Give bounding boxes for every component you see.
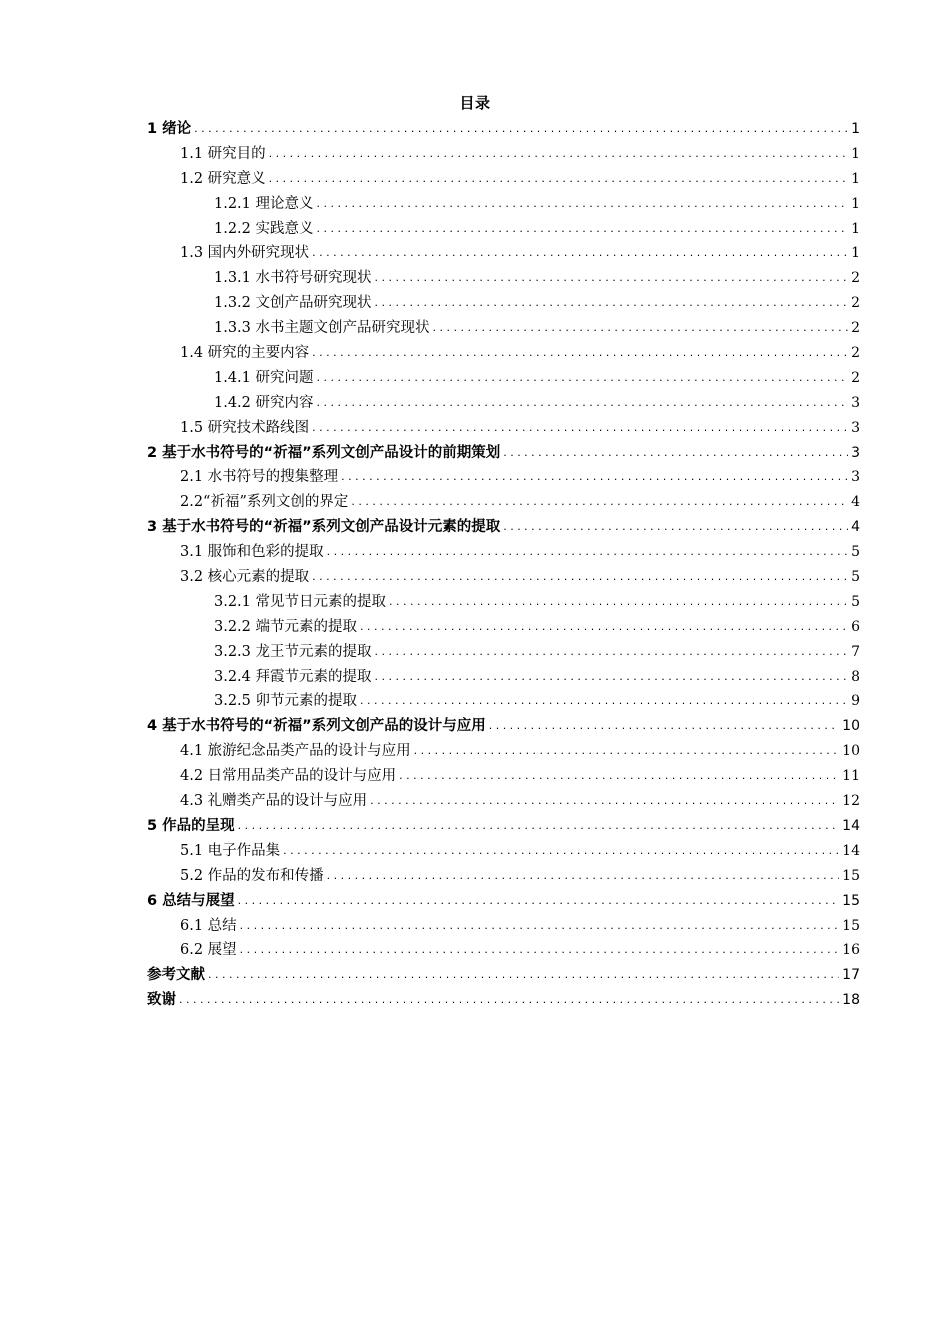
toc-entry-page-number: 10 [842,743,860,760]
toc-entry-label: 1.3.1 水书符号研究现状 [214,270,372,287]
toc-entry[interactable] [147,167,860,192]
toc-entry[interactable] [147,540,860,565]
toc-entry[interactable] [147,814,860,839]
toc-entry[interactable] [147,640,860,665]
toc-entry[interactable] [147,689,860,714]
toc-dot-leader [317,217,849,242]
toc-entry-label: 1.5 研究技术路线图 [180,419,310,436]
toc-entry-page-number: 16 [842,942,860,959]
toc-entry-page-number: 1 [851,121,860,137]
toc-entry-label: 2.1 水书符号的搜集整理 [180,469,339,486]
toc-entry[interactable] [147,988,860,1013]
toc-entry-label: 1 绪论 [147,121,192,137]
toc-entry-page-number: 14 [842,817,860,834]
toc-entry-page-number: 3 [851,419,860,436]
toc-dot-leader [179,988,839,1013]
toc-entry[interactable] [147,241,860,266]
toc-entry-label: 1.2.2 实践意义 [214,220,314,237]
toc-entry-page-number: 17 [842,967,860,984]
toc-entry[interactable] [147,117,860,142]
toc-dot-leader [312,565,848,590]
toc-entry-page-number: 8 [851,668,860,685]
toc-title: 目录 [459,94,491,112]
toc-entry[interactable] [147,416,860,441]
toc-entry-label: 1.3 国内外研究现状 [180,245,310,262]
toc-entry[interactable] [147,441,860,466]
toc-entry-label: 5 作品的呈现 [147,817,235,834]
toc-entry-page-number: 15 [842,892,860,909]
toc-dot-leader [312,341,848,366]
toc-entry-label: 3.1 服饰和色彩的提取 [180,544,324,561]
toc-dot-leader [433,316,849,341]
toc-dot-leader [375,665,849,690]
toc-dot-leader [375,640,849,665]
toc-entry-label: 3.2.2 端节元素的提取 [214,618,358,635]
toc-dot-leader [283,839,839,864]
toc-entry-page-number: 15 [842,917,860,934]
toc-entry-page-number: 1 [851,195,860,212]
table-of-contents [147,117,860,1013]
toc-entry-label: 致谢 [147,992,176,1009]
toc-entry-page-number: 2 [851,270,860,287]
toc-entry[interactable] [147,615,860,640]
toc-entry-page-number: 2 [851,295,860,312]
toc-entry[interactable] [147,963,860,988]
toc-entry[interactable] [147,217,860,242]
toc-entry-page-number: 11 [842,768,860,785]
toc-entry[interactable] [147,839,860,864]
toc-dot-leader [489,714,839,739]
toc-dot-leader [240,938,840,963]
toc-entry[interactable] [147,739,860,764]
toc-entry-page-number: 1 [851,145,860,162]
toc-entry-page-number: 1 [851,170,860,187]
toc-dot-leader [414,739,840,764]
toc-entry[interactable] [147,465,860,490]
toc-entry-label: 1.4 研究的主要内容 [180,345,310,362]
toc-entry-page-number: 2 [851,320,860,337]
toc-entry-page-number: 3 [851,394,860,411]
toc-entry-label: 3.2.3 龙王节元素的提取 [214,643,372,660]
toc-entry-label: 1.4.1 研究问题 [214,369,314,386]
toc-dot-leader [312,416,848,441]
toc-dot-leader [375,291,849,316]
toc-dot-leader [208,963,839,988]
toc-entry-label: 1.3.3 水书主题文创产品研究现状 [214,320,430,337]
toc-dot-leader [389,590,848,615]
toc-entry[interactable] [147,864,860,889]
toc-entry-label: 1.4.2 研究内容 [214,394,314,411]
toc-entry-label: 5.2 作品的发布和传播 [180,867,324,884]
toc-entry-page-number: 2 [851,369,860,386]
toc-entry-label: 4.3 礼赠类产品的设计与应用 [180,793,368,810]
toc-entry-page-number: 9 [851,693,860,710]
toc-entry-label: 3.2.4 拜霞节元素的提取 [214,668,372,685]
toc-entry-page-number: 2 [851,345,860,362]
toc-dot-leader [238,814,840,839]
toc-dot-leader [399,764,839,789]
toc-entry-page-number: 14 [842,842,860,859]
toc-dot-leader [269,142,848,167]
toc-entry[interactable] [147,490,860,515]
toc-entry[interactable] [147,665,860,690]
toc-dot-leader [341,465,848,490]
toc-dot-leader [317,391,849,416]
toc-entry-label: 6.2 展望 [180,942,237,959]
toc-entry[interactable] [147,789,860,814]
toc-entry-page-number: 12 [842,793,860,810]
toc-entry[interactable] [147,316,860,341]
toc-entry[interactable] [147,192,860,217]
toc-entry[interactable] [147,565,860,590]
toc-entry-page-number: 3 [851,444,860,461]
toc-entry-label: 1.1 研究目的 [180,145,266,162]
toc-dot-leader [360,615,848,640]
toc-dot-leader [317,366,849,391]
toc-dot-leader [240,914,840,939]
toc-dot-leader [327,540,848,565]
toc-entry-page-number: 5 [851,593,860,610]
toc-entry-page-number: 3 [851,469,860,486]
toc-entry-label: 3.2 核心元素的提取 [180,569,310,586]
toc-entry-page-number: 4 [851,519,860,536]
toc-entry[interactable] [147,142,860,167]
toc-entry-page-number: 5 [851,569,860,586]
toc-dot-leader [370,789,839,814]
toc-entry[interactable] [147,391,860,416]
toc-entry-page-number: 15 [842,867,860,884]
toc-entry-page-number: 4 [851,494,860,511]
toc-entry-page-number: 7 [851,643,860,660]
toc-entry-label: 1.2.1 理论意义 [214,195,314,212]
toc-dot-leader [312,241,848,266]
toc-dot-leader [360,689,848,714]
toc-dot-leader [327,864,840,889]
toc-entry-page-number: 5 [851,544,860,561]
toc-entry-label: 4.1 旅游纪念品类产品的设计与应用 [180,743,411,760]
toc-entry-label: 1.2 研究意义 [180,170,266,187]
toc-dot-leader [269,167,848,192]
toc-entry[interactable] [147,291,860,316]
toc-entry-page-number: 1 [851,220,860,237]
toc-entry-label: 2.2“祈福”系列文创的界定 [180,494,349,511]
toc-entry-label: 2 基于水书符号的“祈福”系列文创产品设计的前期策划 [147,444,501,461]
toc-entry-label: 3.2.5 卯节元素的提取 [214,693,358,710]
toc-entry-page-number: 1 [851,245,860,262]
toc-entry-page-number: 18 [842,992,860,1009]
toc-dot-leader [238,889,840,914]
toc-entry-label: 6.1 总结 [180,917,237,934]
toc-dot-leader [351,490,848,515]
toc-entry-label: 4 基于水书符号的“祈福”系列文创产品的设计与应用 [147,718,486,735]
toc-entry[interactable] [147,266,860,291]
toc-entry[interactable] [147,714,860,739]
toc-entry[interactable] [147,938,860,963]
toc-dot-leader [503,441,848,466]
toc-entry[interactable] [147,590,860,615]
toc-entry-label: 1.3.2 文创产品研究现状 [214,295,372,312]
toc-entry[interactable] [147,889,860,914]
toc-entry-page-number: 10 [842,718,860,735]
toc-entry[interactable] [147,366,860,391]
toc-entry[interactable] [147,764,860,789]
toc-entry-label: 4.2 日常用品类产品的设计与应用 [180,768,397,785]
toc-entry[interactable] [147,515,860,540]
toc-entry-label: 3.2.1 常见节日元素的提取 [214,593,387,610]
toc-entry-label: 参考文献 [147,967,205,984]
toc-dot-leader [503,515,848,540]
toc-entry-label: 6 总结与展望 [147,892,235,909]
toc-entry[interactable] [147,341,860,366]
toc-entry-label: 5.1 电子作品集 [180,842,281,859]
toc-entry[interactable] [147,914,860,939]
toc-dot-leader [317,192,849,217]
toc-dot-leader [194,117,848,142]
toc-entry-page-number: 6 [851,618,860,635]
toc-entry-label: 3 基于水书符号的“祈福”系列文创产品设计元素的提取 [147,519,501,536]
toc-dot-leader [375,266,849,291]
